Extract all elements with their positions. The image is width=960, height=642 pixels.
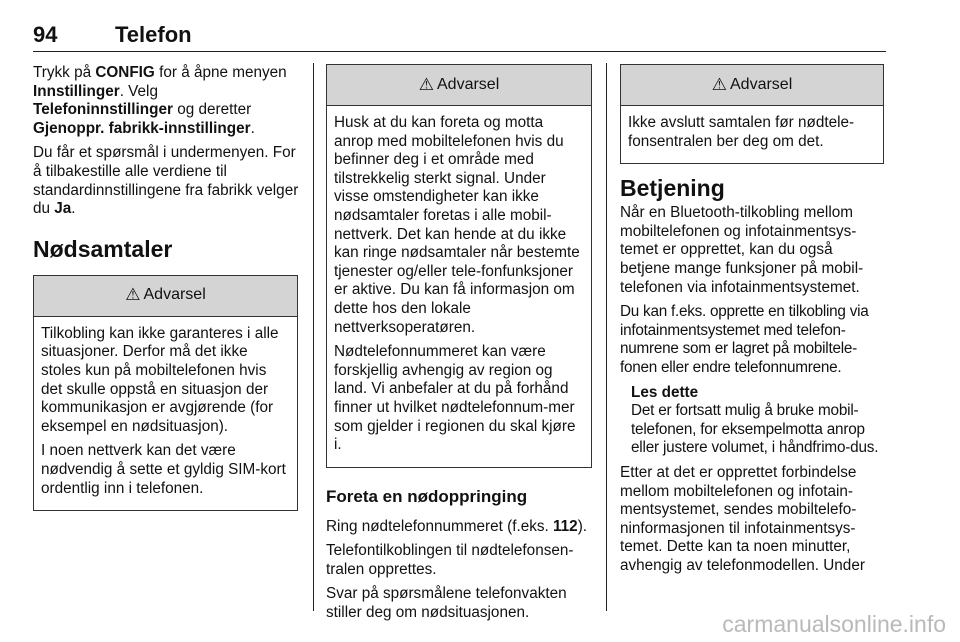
reset-instruction: Du får et spørsmål i undermenyen. For å tilbakestille alle verdiene til standardinnstillingene fra fabrikk velger du Ja.	[33, 144, 299, 218]
section-heading-operation: Betjening	[620, 175, 725, 202]
body-paragraph: Når en Bluetooth-tilkobling mellom mobiltelefonen og infotainmentsys-temet er opprettet, kan du også betjene mange funksjoner på mobil-telefonen via infotainmentsystemet.	[620, 204, 864, 296]
column-divider-2	[606, 63, 607, 611]
warning-header	[621, 65, 883, 106]
warning-box	[33, 275, 298, 511]
body-paragraph: Telefontilkoblingen til nødtelefonsen-tralen opprettes.	[326, 542, 574, 578]
body-paragraph: Svar på spørsmålene telefonvakten stiller deg om nødsituasjonen.	[326, 585, 567, 622]
note-box	[620, 384, 886, 458]
warning-text: Ikke avslutt samtalen før nødtele-fonsentralen ber deg om det.	[628, 114, 855, 150]
warning-icon: ⚠	[711, 74, 727, 94]
warning-text: I noen nettverk kan det være nødvendig å sette et gyldig SIM-kort ordentlig inn i telefonen.	[41, 442, 286, 497]
warning-header	[34, 276, 297, 317]
warning-text: Husk at du kan foreta og motta anrop med mobiltelefonen hvis du befinner deg i et område med tilstrekkelig sterkt signal. Under visse omstendigheter kan ikke nødsamtaler foretas i alle mobil-nettverk. Det kan hende at du ikke kan ringe nødsamtaler når bestemte tjenester og/eller tele-fonfunksjoner er aktive. Du kan få informasjon om dette hos den lokale nettverksoperatøren.	[334, 114, 580, 336]
column-2	[326, 64, 592, 629]
column-3	[620, 64, 886, 581]
config-instruction: Trykk på CONFIG for å åpne menyen Innstillinger. Velg Telefoninnstillinger og deretter Gjenoppr. fabrikk-innstillinger.	[33, 64, 287, 137]
warning-icon: ⚠	[125, 285, 141, 305]
warning-header	[327, 65, 591, 106]
body-paragraph: Ring nødtelefonnummeret (f.eks. 112).	[326, 517, 588, 535]
warning-box	[620, 64, 884, 164]
section-heading-emergency: Nødsamtaler	[33, 235, 173, 262]
subheading-emergency-call: Foreta en nødoppringing	[326, 486, 528, 506]
column-divider-1	[313, 63, 314, 611]
warning-box	[326, 64, 592, 468]
body-paragraph: Etter at det er opprettet forbindelse mellom mobiltelefonen og infotain-mentsystemet, sendes mobiltelefo-ninformasjonen til infotainmentsys-temet. Dette kan ta noen minutter, avhengig av telefonmodellen. Under	[620, 463, 865, 574]
running-head: Telefon	[115, 22, 192, 47]
note-title: Les dette	[631, 383, 699, 401]
note-text: Det er fortsatt mulig å bruke mobil-telefonen, for eksempelmotta anrop eller justere volumet, i håndfrimo-dus.	[631, 402, 879, 457]
header-rule	[33, 51, 886, 52]
warning-text: Tilkobling kan ikke garanteres i alle situasjoner. Derfor må det ikke stoles kun på mobiltelefonen hvis det skulle oppstå en situasjon der kommunikasjon er avgjørende (for eksempel en nødsituasjon).	[41, 324, 279, 435]
page-header	[33, 22, 886, 52]
warning-icon: ⚠	[418, 74, 434, 94]
warning-title: Advarsel	[730, 75, 793, 93]
warning-title: Advarsel	[143, 286, 206, 304]
watermark: carmanualsonline.info	[722, 611, 946, 637]
warning-title: Advarsel	[437, 75, 500, 93]
page-number: 94	[33, 22, 58, 47]
column-1	[33, 64, 300, 511]
body-paragraph: Du kan f.eks. opprette en tilkobling via infotainmentsystemet med telefon-numrene som er lagret på mobiltele-fonen eller endre telefonnumrene.	[620, 303, 869, 376]
warning-text: Nødtelefonnummeret kan være forskjellig avhengig av region og land. Vi anbefaler at du på forhånd finner ut hvilket nødtelefonnum-mer som gjelder i regionen du skal kjøre i.	[334, 343, 576, 454]
